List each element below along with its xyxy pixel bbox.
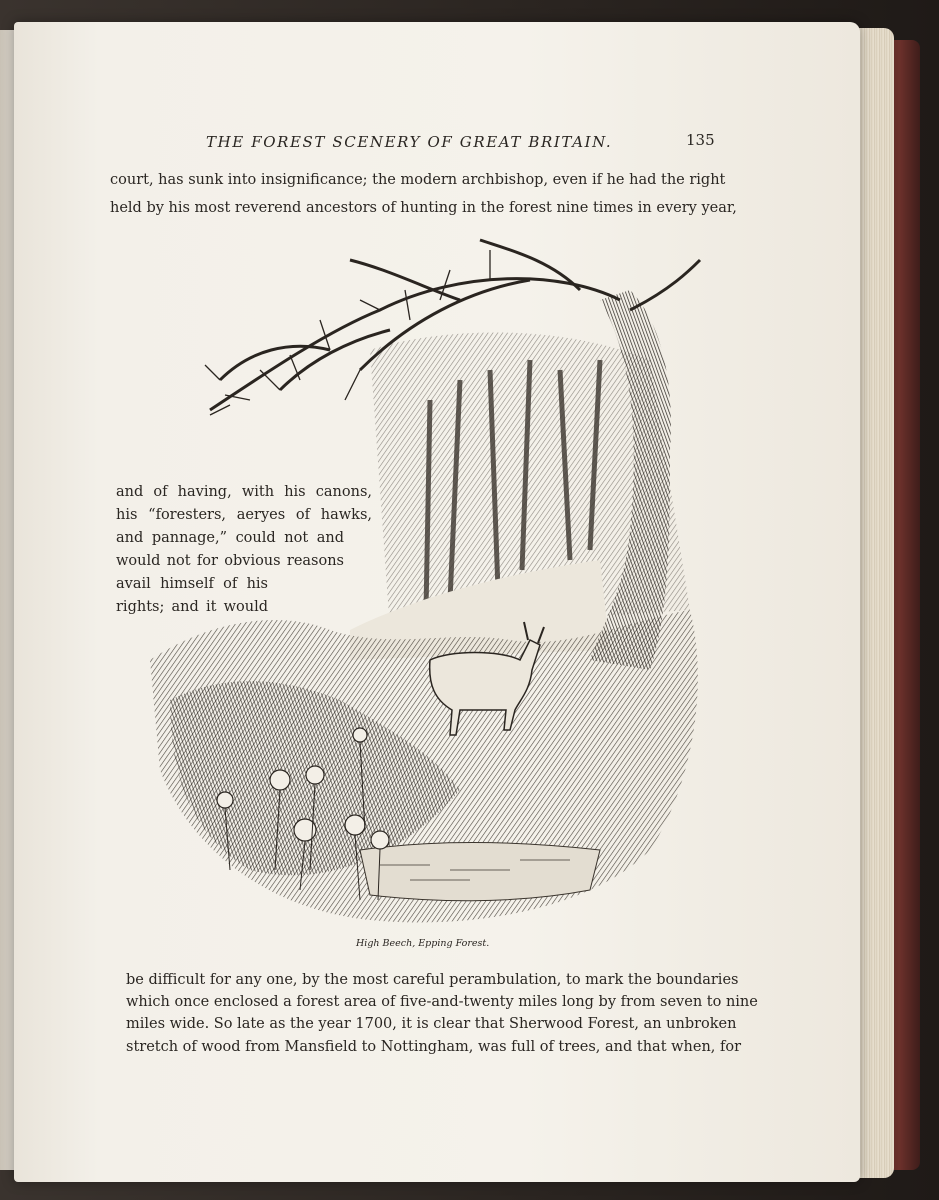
text-line: rights; and it would [116, 599, 268, 615]
text-line: be difficult for any one, by the most careful perambulation, to mark the boundaries [126, 972, 739, 988]
text-line: avail himself of his [116, 576, 268, 592]
illustration-caption: High Beech, Epping Forest. [356, 938, 490, 949]
page-number: 135 [686, 131, 715, 149]
text-line: court, has sunk into insignificance; the modern archbishop, even if he had the right [110, 172, 726, 188]
text-line: miles wide. So late as the year 1700, it is clear that Sherwood Forest, an unbroken [126, 1016, 737, 1032]
text-line: which once enclosed a forest area of five-and-twenty miles long by from seven to nine [126, 994, 758, 1010]
text-line: and of having, with his canons, [116, 484, 372, 500]
text-line: and pannage,” could not and [116, 530, 344, 546]
text-line: stretch of wood from Mansfield to Nottingham, was full of trees, and that when, for [126, 1039, 742, 1055]
text-line: his “foresters, aeryes of hawks, [116, 507, 372, 523]
text-line: held by his most reverend ancestors of hunting in the forest nine times in every year, [110, 200, 737, 216]
running-title: THE FOREST SCENERY OF GREAT BRITAIN. [206, 133, 613, 151]
text-line: would not for obvious reasons [116, 553, 344, 569]
